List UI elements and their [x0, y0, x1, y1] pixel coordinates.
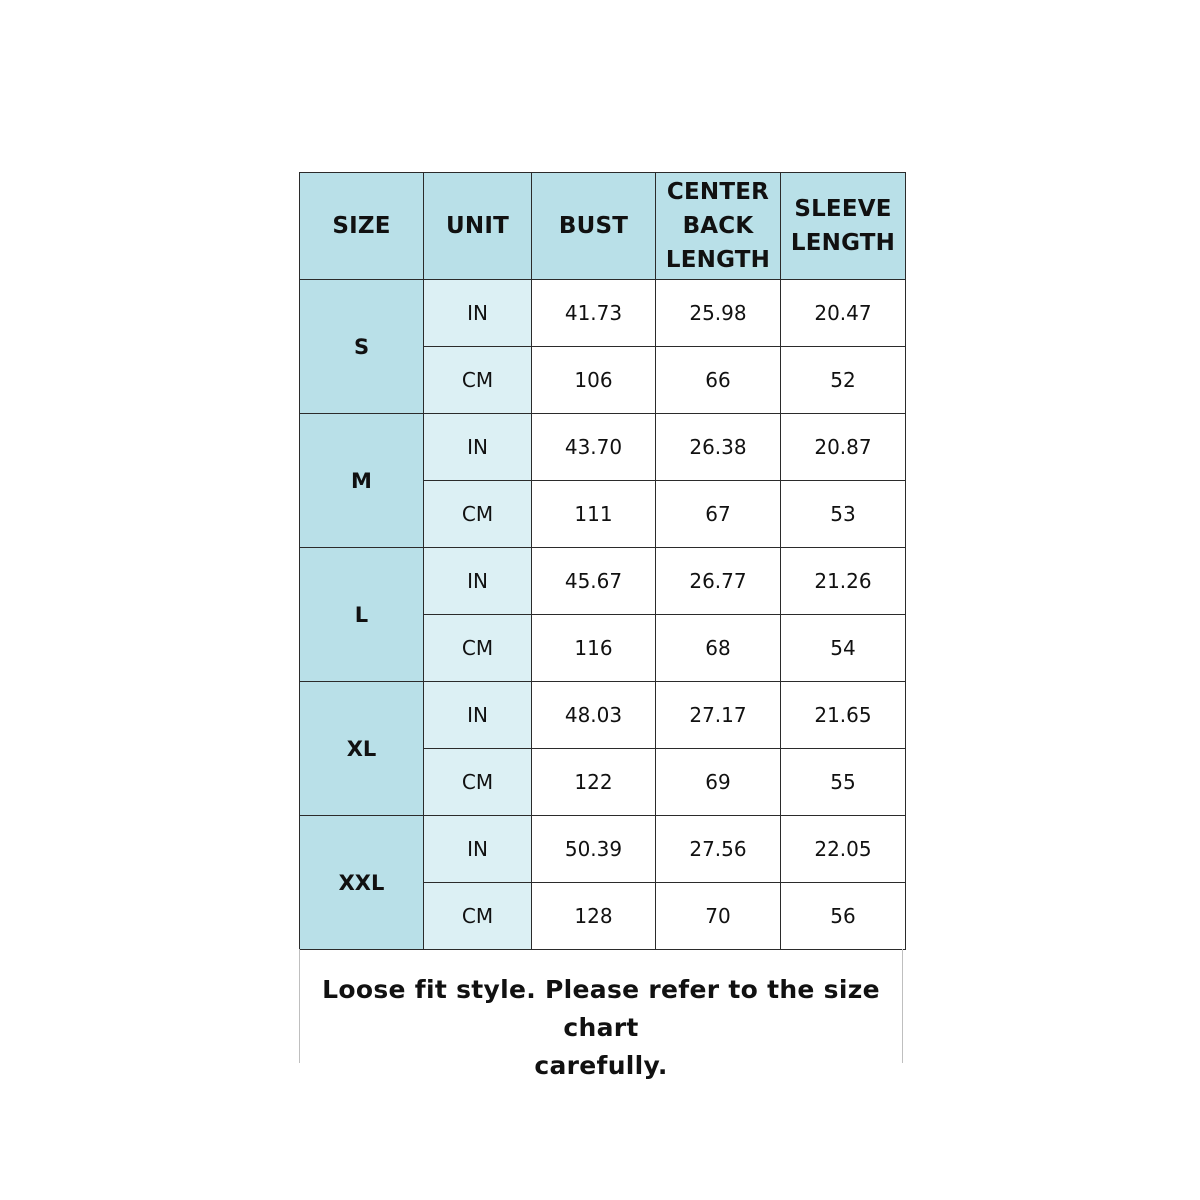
- header-unit: UNIT: [424, 173, 532, 280]
- bust-value: 128: [532, 883, 656, 950]
- header-center-back-length: [656, 173, 781, 280]
- sleeve-length-value: 53: [781, 481, 906, 548]
- unit-cell: CM: [424, 883, 532, 950]
- size-label: XL: [300, 682, 424, 816]
- back-length-value: 26.77: [656, 548, 781, 615]
- fit-note: [299, 949, 903, 1080]
- bust-value: 45.67: [532, 548, 656, 615]
- size-label: XXL: [300, 816, 424, 950]
- sleeve-length-value: 22.05: [781, 816, 906, 883]
- bust-value: 41.73: [532, 280, 656, 347]
- header-bust: BUST: [532, 173, 656, 280]
- back-length-value: 26.38: [656, 414, 781, 481]
- sleeve-length-value: 55: [781, 749, 906, 816]
- header-sleeve-length-line: LENGTH: [790, 230, 896, 256]
- back-length-value: 67: [656, 481, 781, 548]
- size-label: M: [300, 414, 424, 548]
- size-chart-table: [299, 172, 906, 950]
- unit-cell: CM: [424, 615, 532, 682]
- bust-value: 122: [532, 749, 656, 816]
- header-row: [300, 173, 906, 280]
- size-label: L: [300, 548, 424, 682]
- header-center-back-length-line: LENGTH: [665, 247, 771, 273]
- back-length-value: 66: [656, 347, 781, 414]
- sleeve-length-value: 52: [781, 347, 906, 414]
- unit-cell: CM: [424, 749, 532, 816]
- table-row: [300, 548, 906, 615]
- sleeve-length-value: 54: [781, 615, 906, 682]
- back-length-value: 27.56: [656, 816, 781, 883]
- unit-cell: CM: [424, 347, 532, 414]
- size-label: S: [300, 280, 424, 414]
- table-row: [300, 280, 906, 347]
- header-sleeve-length-line: SLEEVE: [794, 196, 892, 222]
- unit-cell: CM: [424, 481, 532, 548]
- header-size: SIZE: [300, 173, 424, 280]
- unit-cell: IN: [424, 280, 532, 347]
- bust-value: 48.03: [532, 682, 656, 749]
- bust-value: 50.39: [532, 816, 656, 883]
- header-sleeve-length: [781, 173, 906, 280]
- sleeve-length-value: 20.87: [781, 414, 906, 481]
- bust-value: 116: [532, 615, 656, 682]
- sleeve-length-value: 21.65: [781, 682, 906, 749]
- unit-cell: IN: [424, 414, 532, 481]
- back-length-value: 27.17: [656, 682, 781, 749]
- back-length-value: 69: [656, 749, 781, 816]
- header-center-back-length-line: CENTER: [666, 179, 770, 205]
- sleeve-length-value: 21.26: [781, 548, 906, 615]
- unit-cell: IN: [424, 682, 532, 749]
- sleeve-length-value: 56: [781, 883, 906, 950]
- sleeve-length-value: 20.47: [781, 280, 906, 347]
- unit-cell: IN: [424, 548, 532, 615]
- bust-value: 106: [532, 347, 656, 414]
- table-row: [300, 816, 906, 883]
- table-row: [300, 414, 906, 481]
- bust-value: 111: [532, 481, 656, 548]
- unit-cell: IN: [424, 816, 532, 883]
- table-row: [300, 682, 906, 749]
- fit-note-line: carefully.: [534, 1051, 668, 1080]
- back-length-value: 68: [656, 615, 781, 682]
- fit-note-line: Loose fit style. Please refer to the size chart: [322, 975, 880, 1042]
- back-length-value: 25.98: [656, 280, 781, 347]
- header-center-back-length-line: BACK: [682, 213, 754, 239]
- bust-value: 43.70: [532, 414, 656, 481]
- back-length-value: 70: [656, 883, 781, 950]
